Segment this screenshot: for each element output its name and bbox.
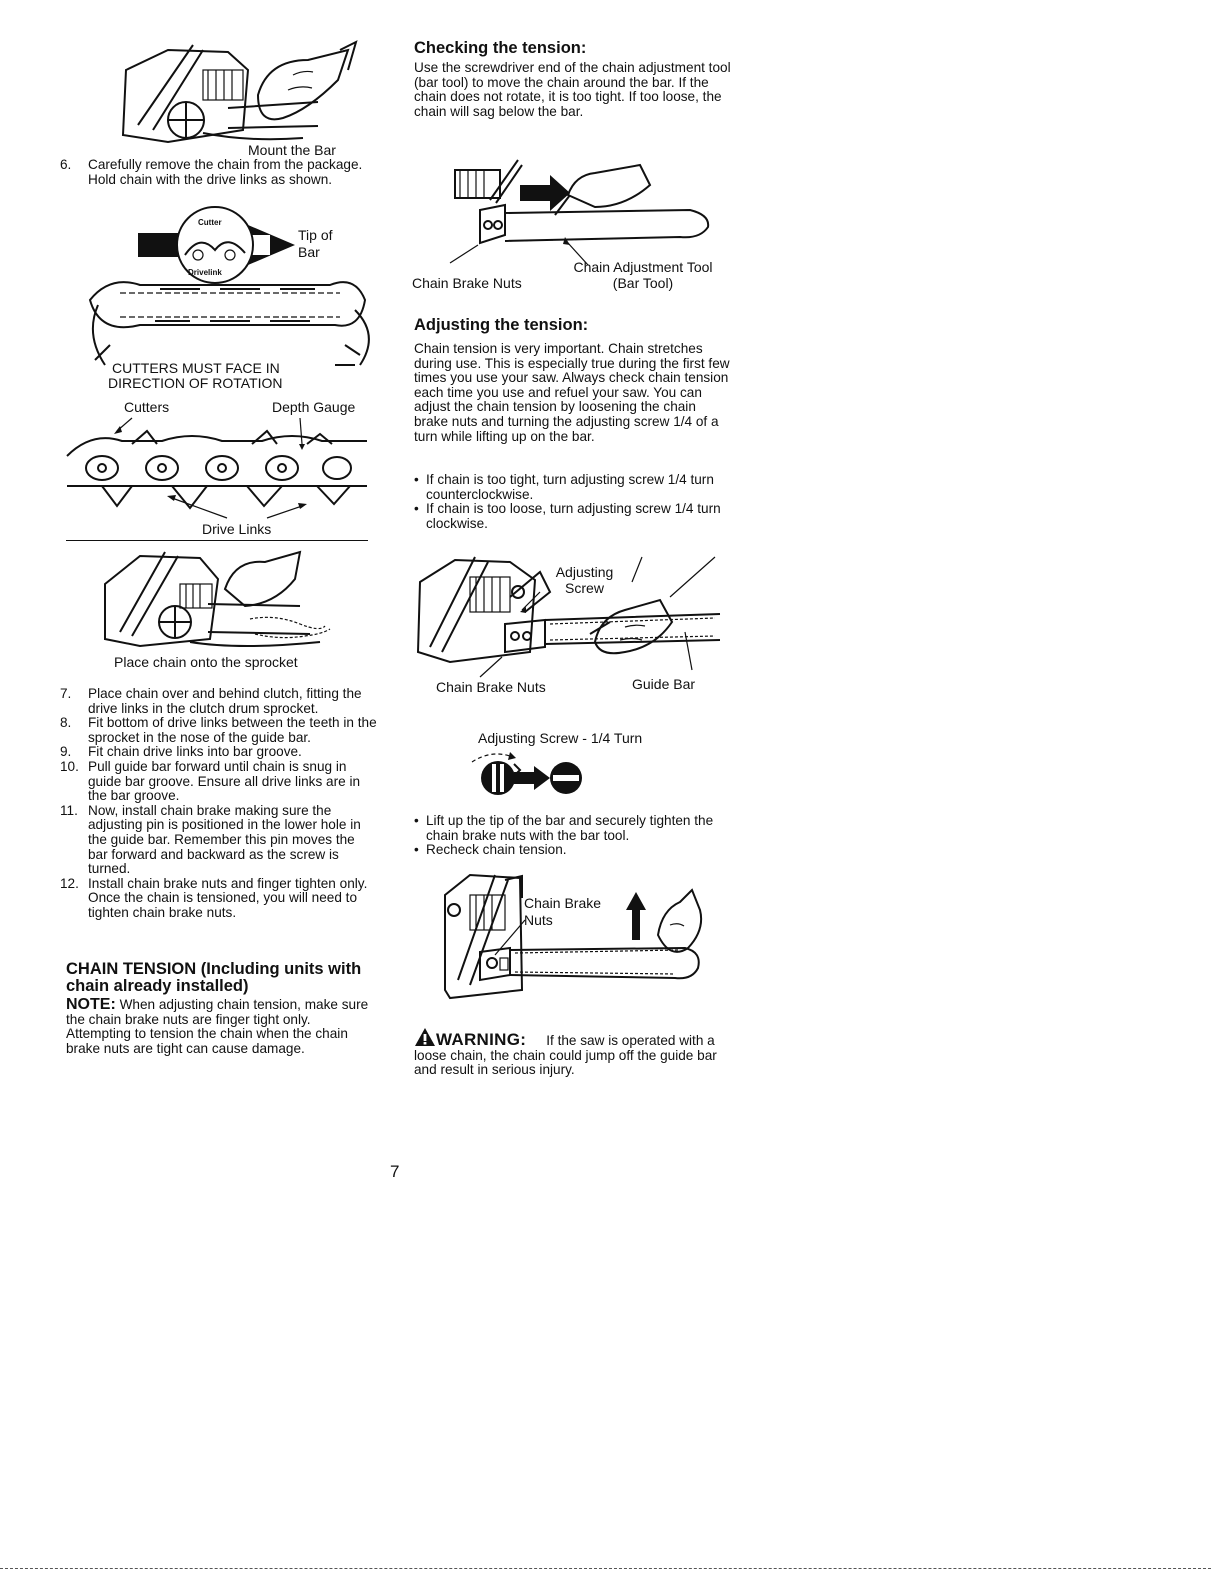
divider	[66, 540, 368, 541]
checking-heading: Checking the tension:	[414, 39, 587, 57]
step-text: Carefully remove the chain from the package. Hold chain with the drive links as shown.	[88, 157, 363, 187]
direction-of-rotation-label: DIRECTION OF ROTATION	[108, 375, 283, 391]
step-number: 12.	[60, 875, 79, 891]
figure-sprocket	[100, 544, 340, 672]
figure-mount-bar	[108, 30, 378, 160]
checking-text: Use the screwdriver end of the chain adjustment tool (bar tool) to move the chain around the bar. If the chain does not rotate, it is too tight. If too loose, the chain will sag below the bar.	[414, 60, 731, 119]
step-item	[60, 716, 378, 745]
bullet-item: • If chain is too tight, turn adjusting screw 1/4 turn counterclockwise.	[414, 473, 732, 502]
adjusting-screw-label: Adjusting Screw	[555, 564, 614, 596]
step-item	[60, 687, 378, 716]
adjusting-text: Chain tension is very important. Chain stretches during use. This is especially true during the first few times you use your saw. Always check chain tension each time you use and refuel your saw. You can adjust the chain tension by loosening the chain brake nuts and turning the adjusting screw 1/4 of a turn while lifting up on the bar.	[414, 341, 730, 444]
step-item	[60, 804, 378, 877]
page-number: 7	[390, 1162, 400, 1181]
figure-check-tension	[410, 155, 740, 295]
guide-bar-label: Guide Bar	[632, 676, 696, 692]
cutters-must-face-label: CUTTERS MUST FACE IN	[112, 360, 280, 376]
step-text: Fit bottom of drive links between the teeth in the sprocket in the nose of the guide bar.	[88, 715, 377, 745]
warning-block	[414, 1027, 734, 1078]
step-text: Fit chain drive links into bar groove.	[88, 744, 302, 760]
quarter-turn-label: Adjusting Screw - 1/4 Turn	[478, 730, 643, 746]
final-bullets	[414, 814, 732, 858]
sprocket-caption: Place chain onto the sprocket	[114, 654, 298, 670]
sprocket-illustration	[100, 544, 340, 654]
drive-links-label: Drive Links	[202, 521, 272, 537]
depth-gauge-label: Depth Gauge	[272, 399, 356, 415]
page-bottom-edge	[0, 1568, 1211, 1569]
check-tension-illustration	[410, 155, 740, 255]
chain-tension-heading: CHAIN TENSION (Including units with chain already installed)	[66, 960, 362, 995]
warning-text: If the saw is operated with a loose chain, the chain could jump off the guide bar and result in serious injury.	[414, 1033, 717, 1078]
steps-7-12	[60, 687, 378, 921]
screw-slot-icon	[410, 744, 730, 804]
step-number: 7.	[60, 686, 72, 701]
figure-quarter-turn	[410, 728, 730, 798]
warning-label: WARNING:	[436, 1030, 527, 1049]
bullet-item: • Lift up the tip of the bar and securely tighten the chain brake nuts with the bar tool.	[414, 814, 732, 843]
lift-bar-illustration	[440, 870, 710, 1005]
step-text: Now, install chain brake making sure the adjusting pin is positioned in the lower hole in the guide bar. Remember this pin moves the bar forward and backward as the screw is turned.	[88, 802, 361, 877]
chain-brake-nuts-label: Chain Brake Nuts	[412, 275, 522, 291]
step-6	[60, 158, 378, 187]
bullet-item: • Recheck chain tension.	[414, 843, 732, 858]
tip-of-bar-label: Tip of Bar	[298, 227, 333, 260]
chain-brake-nuts-label: Chain Brake Nuts	[524, 895, 602, 928]
figure-adjusting-screw	[410, 552, 730, 697]
step-number: 10.	[60, 758, 79, 774]
step-text: Pull guide bar forward until chain is snug in guide bar groove. Ensure all drive links are in the bar groove.	[88, 758, 361, 804]
note-paragraph	[66, 998, 378, 1056]
step-text: Install chain brake nuts and finger tighten only. Once the chain is tensioned, you will need to tighten chain brake nuts.	[88, 875, 368, 920]
step-item	[60, 877, 378, 921]
cutters-label: Cutters	[124, 399, 170, 415]
mount-bar-illustration	[108, 30, 378, 160]
cutter-tag: Cutter	[198, 218, 222, 227]
step-item	[60, 760, 378, 804]
step-number: 8.	[60, 715, 72, 731]
figure-hold-chain	[80, 205, 380, 390]
adjust-bullets	[414, 473, 732, 531]
note-label: NOTE:	[66, 996, 116, 1013]
step-item	[60, 745, 378, 760]
mount-bar-caption: Mount the Bar	[248, 142, 336, 158]
step-number: 6.	[60, 157, 72, 172]
adjusting-heading: Adjusting the tension:	[414, 316, 589, 334]
figure-lift-bar	[440, 870, 710, 1005]
warning-icon	[414, 1027, 436, 1047]
figure-chain-parts	[62, 396, 380, 546]
chain-adjustment-tool-label: Chain Adjustment Tool (Bar Tool)	[573, 259, 713, 291]
drivelink-tag: Drivelink	[188, 268, 222, 277]
step-text: Place chain over and behind clutch, fitting the drive links in the clutch drum sprocket.	[88, 686, 362, 716]
step-number: 11.	[60, 802, 78, 818]
step-number: 9.	[60, 744, 72, 760]
chain-brake-nuts-label: Chain Brake Nuts	[436, 679, 546, 695]
note-text: When adjusting chain tension, make sure the chain brake nuts are finger tight only. Attempting to tension the chain when the chain brake nuts are tight can cause damage.	[66, 997, 369, 1056]
bullet-item: • If chain is too loose, turn adjusting screw 1/4 turn clockwise.	[414, 502, 732, 531]
